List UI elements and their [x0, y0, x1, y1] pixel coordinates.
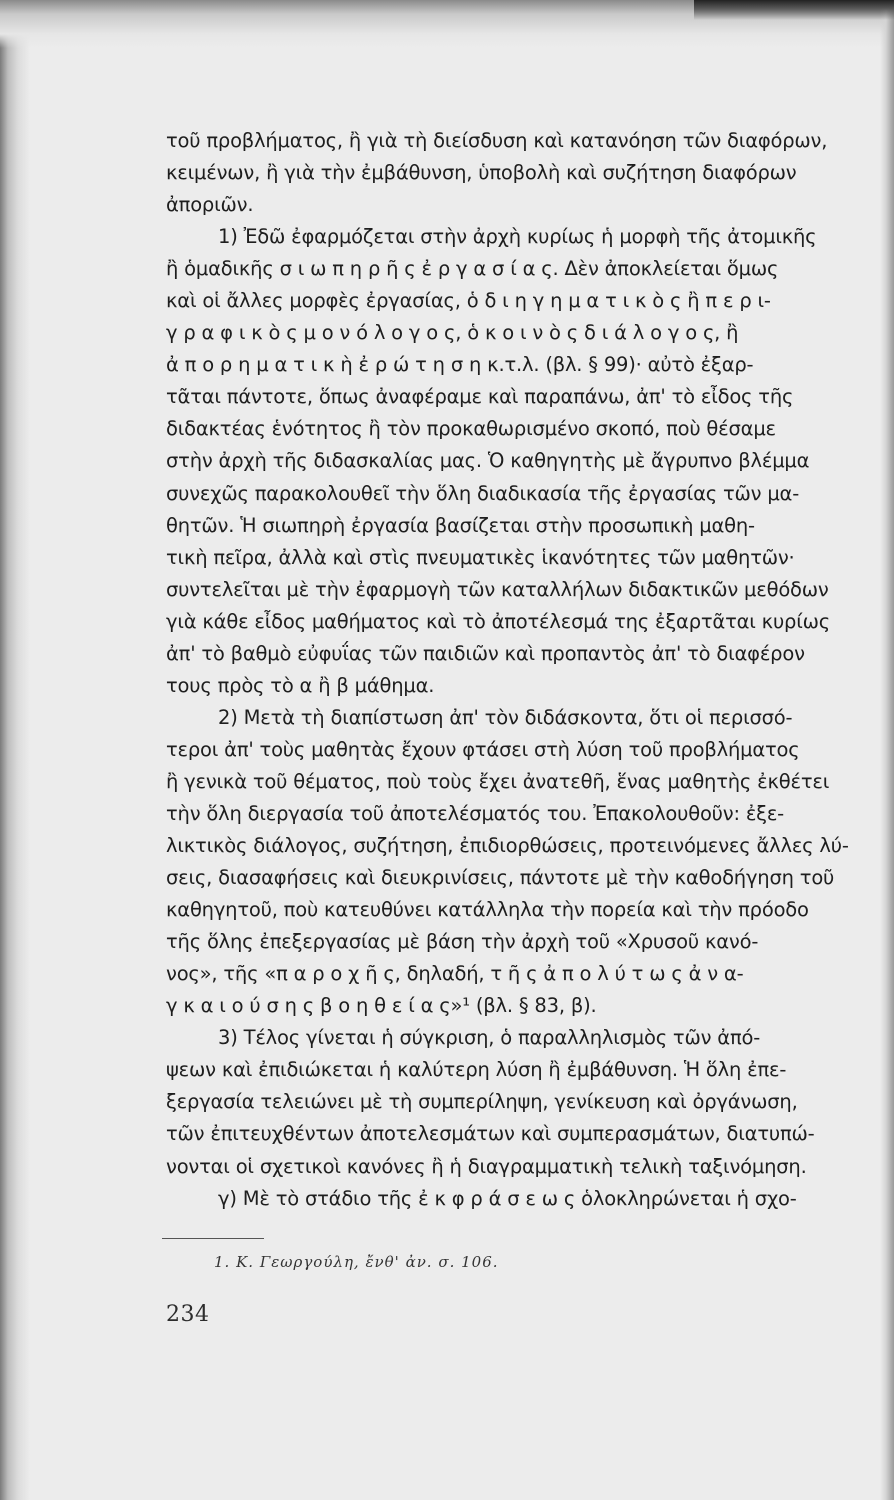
text-line: καὶ οἱ ἄλλες μορφὲς ἐργασίας, ὁ δ ι η γ η μ α τ ι κ ὸ ς ἢ π ε ρ ι-: [166, 289, 771, 313]
text-line: ἀπ' τὸ βαθμὸ εὐφυΐας τῶν παιδιῶν καὶ προπαντὸς ἀπ' τὸ διαφέρον: [166, 641, 805, 665]
page-number: 234: [166, 1302, 210, 1327]
text-line: τῆς ὅλης ἐπεξεργασίας μὲ βάση τὴν ἀρχὴ τοῦ «Χρυσοῦ κανό-: [166, 930, 759, 954]
text-line: 2) Μετὰ τὴ διαπίστωση ἀπ' τὸν διδάσκοντα, ὅτι οἱ περισσό-: [218, 705, 793, 729]
text-line: διδακτέας ἑνότητος ἢ τὸν προκαθωρισμένο σκοπό, ποὺ θέσαμε: [166, 417, 776, 441]
text-line: ἀποριῶν.: [166, 193, 254, 217]
text-line: γιὰ κάθε εἶδος μαθήματος καὶ τὸ ἀποτέλεσμά της ἐξαρτᾶται κυρίως: [166, 609, 830, 633]
text-line: καθηγητοῦ, ποὺ κατευθύνει κατάλληλα τὴν πορεία καὶ τὴν πρόοδο: [166, 898, 809, 922]
text-line: συνεχῶς παρακολουθεῖ τὴν ὅλη διαδικασία τῆς ἐργασίας τῶν μα-: [166, 481, 800, 505]
text-line: ἀ π ο ρ η μ α τ ι κ ὴ ἐ ρ ώ τ η σ η κ.τ.λ. (βλ. § 99)· αὐτὸ ἐξαρ-: [166, 353, 754, 377]
text-line: τῶν ἐπιτευχθέντων ἀποτελεσμάτων καὶ συμπερασμάτων, διατυπώ-: [166, 1122, 815, 1146]
text-line: κειμένων, ἢ γιὰ τὴν ἐμβάθυνση, ὑποβολὴ καὶ συζήτηση διαφόρων: [166, 161, 797, 185]
text-line: ξεργασία τελειώνει μὲ τὴ συμπερίληψη, γενίκευση καὶ ὀργάνωση,: [166, 1090, 798, 1114]
text-line: τεροι ἀπ' τοὺς μαθητὰς ἔχουν φτάσει στὴ λύση τοῦ προβλήματος: [166, 737, 800, 761]
text-line: τοῦ προβλήματος, ἢ γιὰ τὴ διείσδυση καὶ κατανόηση τῶν διαφόρων,: [166, 129, 828, 152]
text-line: συντελεῖται μὲ τὴν ἐφαρμογὴ τῶν καταλλήλων διδακτικῶν μεθόδων: [166, 577, 829, 601]
body-text: [166, 125, 888, 1215]
text-line: ψεων καὶ ἐπιδιώκεται ἡ καλύτερη λύση ἢ ἐμβάθυνση. Ἡ ὅλη ἐπε-: [166, 1058, 787, 1082]
footnote: 1. Κ. Γεωργούλη, ἔνθ' ἀν. σ. 106.: [214, 1253, 499, 1271]
text-line: τικὴ πεῖρα, ἀλλὰ καὶ στὶς πνευματικὲς ἱκανότητες τῶν μαθητῶν·: [166, 545, 795, 569]
text-line: 1) Ἐδῶ ἐφαρμόζεται στὴν ἀρχὴ κυρίως ἡ μορφὴ τῆς ἀτομικῆς: [218, 225, 817, 249]
text-line: γ ρ α φ ι κ ὸ ς μ ο ν ό λ ο γ ο ς, ὁ κ ο ι ν ὸ ς δ ι ά λ ο γ ο ς, ἢ: [166, 321, 739, 345]
footnote-rule: [162, 1238, 264, 1239]
text-line: γ κ α ι ο ύ σ η ς β ο η θ ε ί α ς»¹ (βλ. § 83, β).: [166, 994, 597, 1018]
text-line: τὴν ὅλη διεργασία τοῦ ἀποτελέσματός του. Ἐπακολουθοῦν: ἐξε-: [166, 801, 785, 825]
text-line: τους πρὸς τὸ α ἢ β μάθημα.: [166, 673, 435, 697]
text-line: γ) Μὲ τὸ στάδιο τῆς ἐ κ φ ρ ά σ ε ω ς ὁλοκληρώνεται ἡ σχο-: [218, 1186, 797, 1210]
text-line: θητῶν. Ἡ σιωπηρὴ ἐργασία βασίζεται στὴν προσωπικὴ μαθη-: [166, 513, 755, 537]
text-line: τᾶται πάντοτε, ὅπως ἀναφέραμε καὶ παραπάνω, ἀπ' τὸ εἶδος τῆς: [166, 385, 794, 409]
text-line: νονται οἱ σχετικοὶ κανόνες ἢ ἡ διαγραμματικὴ τελικὴ ταξινόμηση.: [166, 1154, 807, 1178]
text-line: σεις, διασαφήσεις καὶ διευκρινίσεις, πάντοτε μὲ τὴν καθοδήγηση τοῦ: [166, 866, 835, 890]
text-line: στὴν ἀρχὴ τῆς διδασκαλίας μας. Ὁ καθηγητὴς μὲ ἄγρυπνο βλέμμα: [166, 449, 810, 473]
text-line: λικτικὸς διάλογος, συζήτηση, ἐπιδιορθώσεις, προτεινόμενες ἄλλες λύ-: [166, 834, 849, 858]
page-edge-shadow-corner: [694, 0, 894, 20]
text-line: ἢ γενικὰ τοῦ θέματος, ποὺ τοὺς ἔχει ἀνατεθῆ, ἕνας μαθητὴς ἐκθέτει: [166, 769, 830, 793]
text-line: νος», τῆς «π α ρ ο χ ῆ ς, δηλαδή, τ ῆ ς ἀ π ο λ ύ τ ω ς ἀ ν α-: [166, 962, 744, 986]
text-line: 3) Τέλος γίνεται ἡ σύγκριση, ὁ παραλληλισμὸς τῶν ἀπό-: [218, 1026, 761, 1050]
text-line: ἢ ὁμαδικῆς σ ι ω π η ρ ῆ ς ἐ ρ γ α σ ί α ς. Δὲν ἀποκλείεται ὅμως: [166, 257, 779, 281]
page-edge-shadow-left: [0, 0, 30, 1500]
